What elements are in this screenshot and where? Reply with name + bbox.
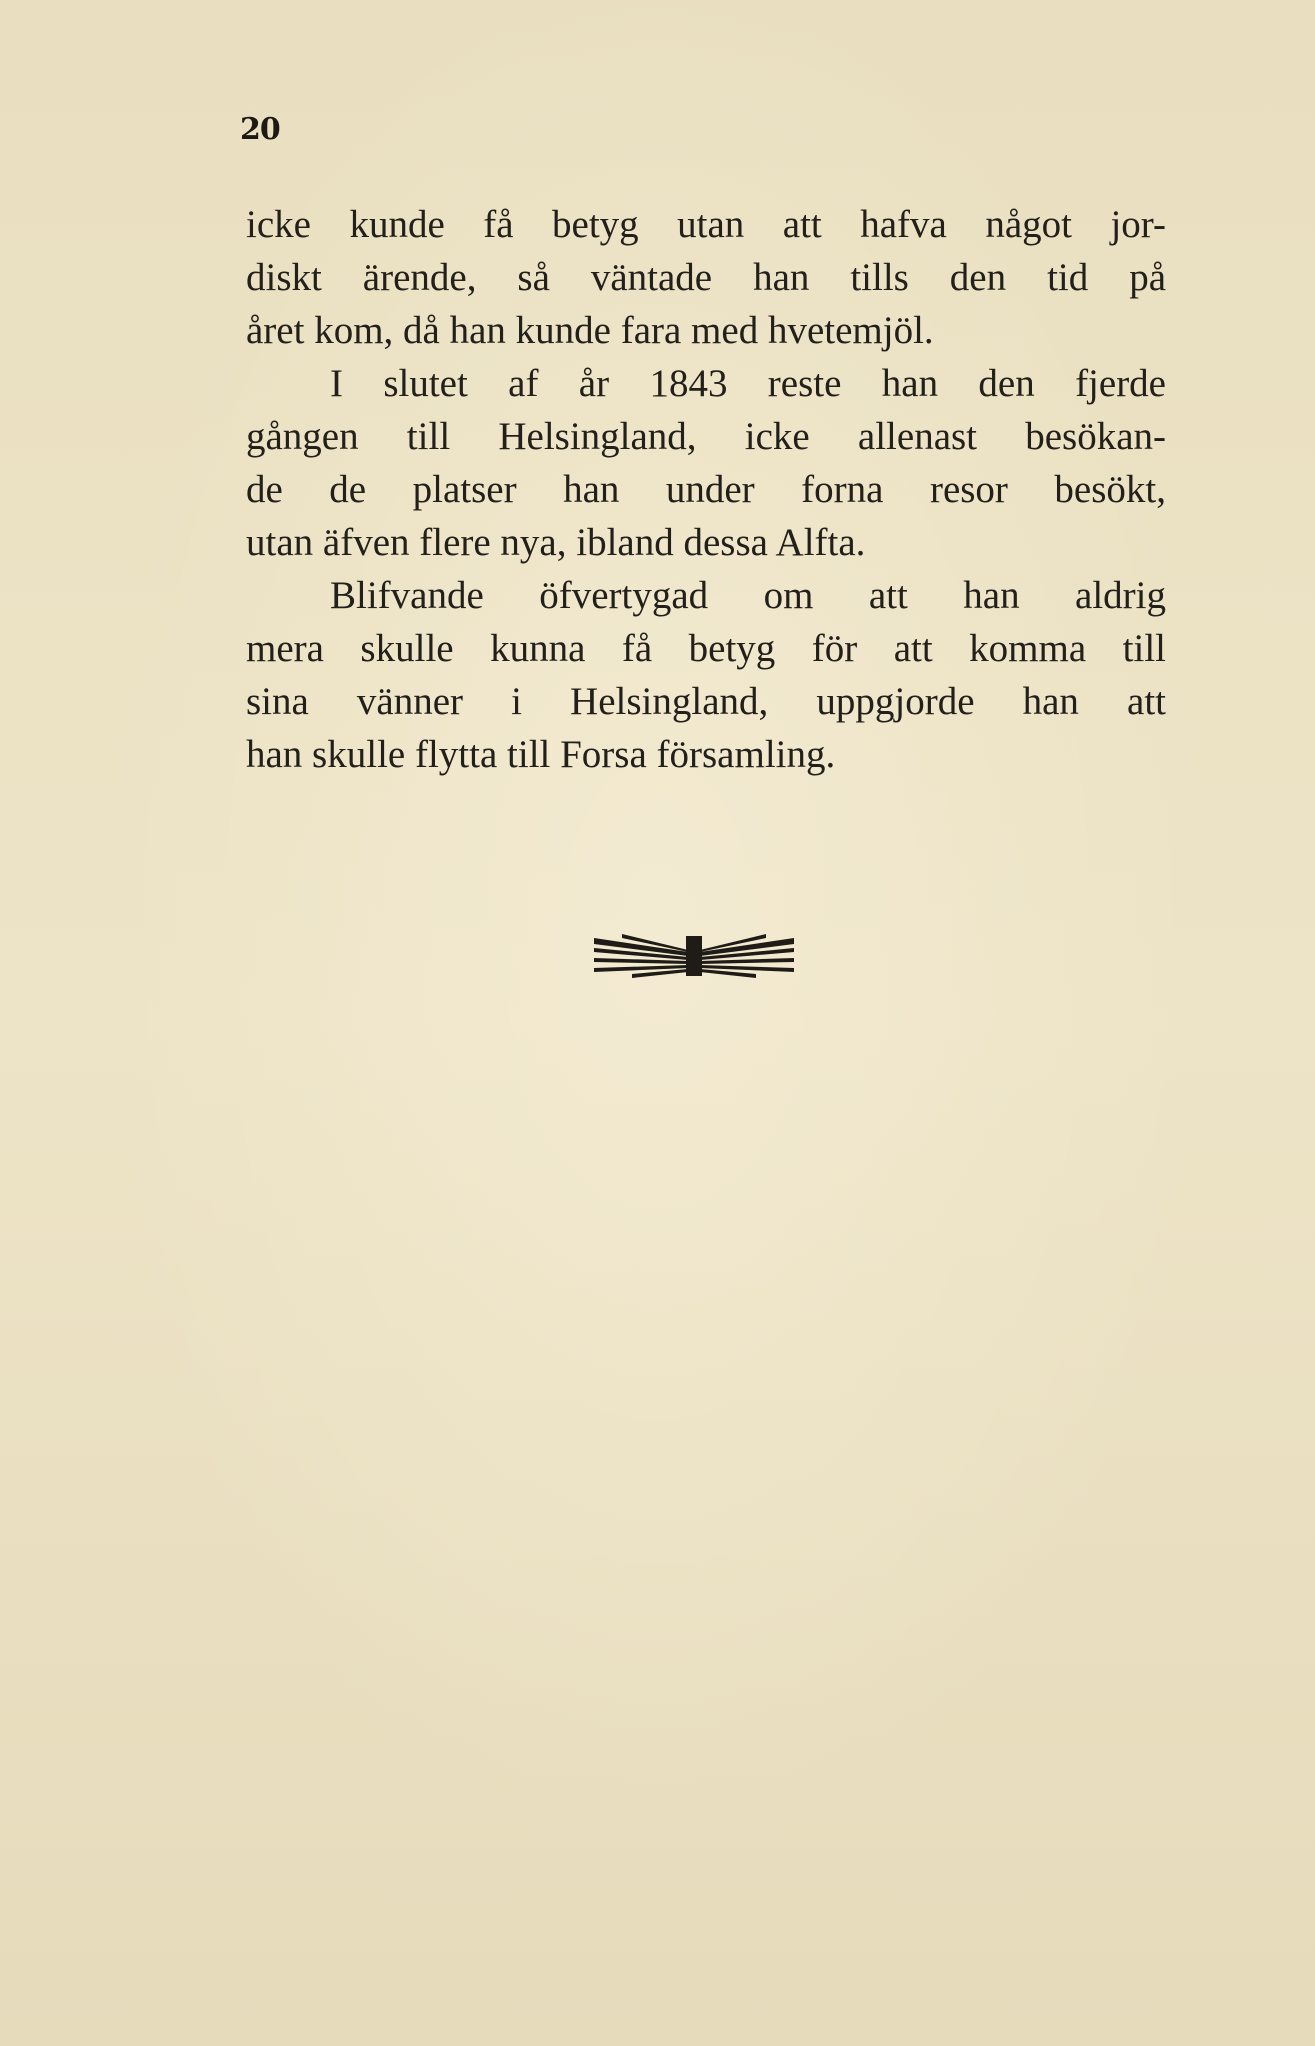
body-text [246,198,1166,781]
decorative-rule-ornament-icon [592,930,796,978]
text-line: I slutet af år 1843 reste han den fjerde [330,362,1166,405]
page-number: 20 [240,112,280,147]
text-line: han skulle flytta till Forsa församling. [246,733,836,776]
text-line: gången till Helsingland, icke allenast besökan- [246,415,1166,458]
text-line: de de platser han under forna resor besökt, [246,468,1166,511]
text-line: sina vänner i Helsingland, uppgjorde han att [246,680,1166,723]
text-line: utan äfven flere nya, ibland dessa Alfta. [246,521,866,564]
text-line: mera skulle kunna få betyg för att komma till [246,627,1166,670]
text-line: Blifvande öfvertygad om att han aldrig [330,574,1166,617]
text-line: året kom, då han kunde fara med hvetemjöl. [246,309,934,352]
text-line: diskt ärende, så väntade han tills den tid på [246,256,1166,299]
text-line: icke kunde få betyg utan att hafva något jor- [246,203,1166,246]
